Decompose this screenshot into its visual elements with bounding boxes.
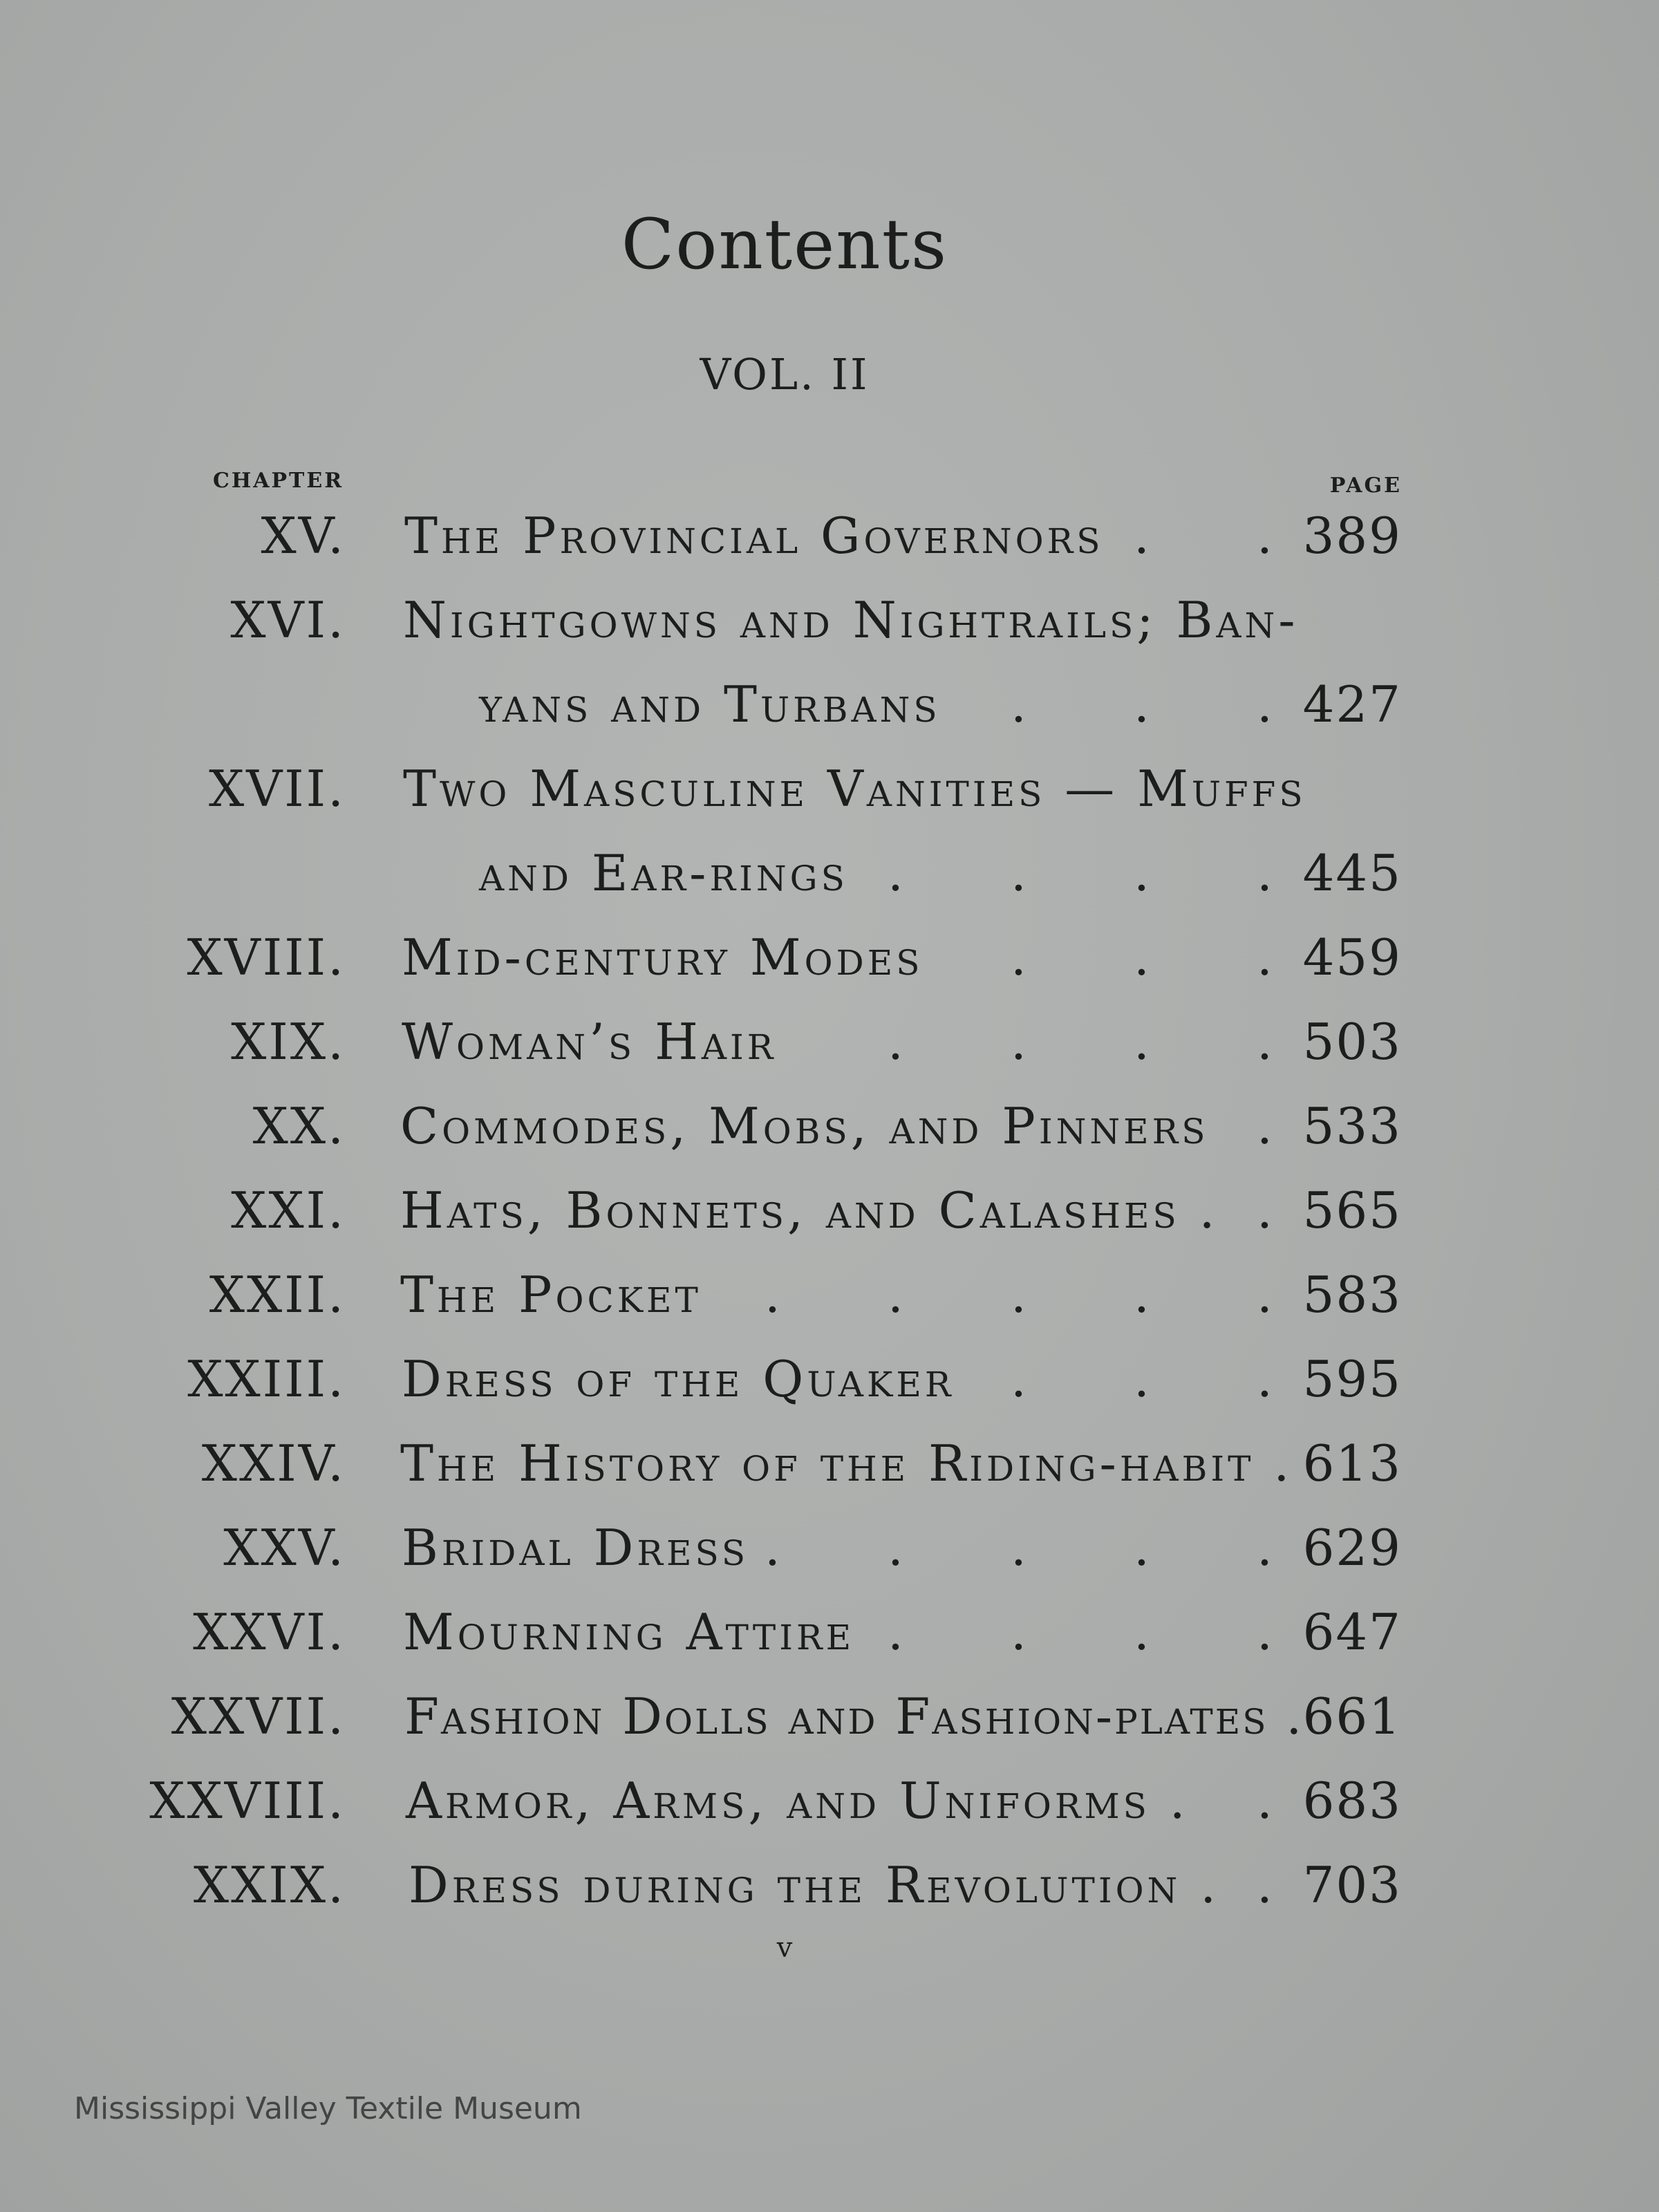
toc-entry-continuation (0, 666, 1659, 742)
page-number: 613 (1302, 1434, 1402, 1492)
leader-dots: . (1257, 1097, 1273, 1155)
leader-dots: . . . (1011, 1350, 1273, 1408)
toc-entry (0, 1088, 1659, 1164)
chapter-number: XIX. (231, 1013, 346, 1071)
chapter-number: XVI. (230, 591, 346, 649)
chapter-title: Dress during the Revolution . (409, 1856, 1220, 1914)
chapter-title: Dress of the Quaker (402, 1350, 955, 1408)
volume-label: VOL. II (700, 349, 870, 400)
page-number: 583 (1302, 1266, 1402, 1324)
chapter-number: XXVIII. (149, 1772, 346, 1830)
leader-dots: . . . (1011, 675, 1273, 733)
chapter-number: XXIV. (201, 1434, 346, 1492)
toc-entry (0, 1341, 1659, 1417)
leader-dots: . . . . . (765, 1266, 1273, 1324)
chapter-title: Two Masculine Vanities — Muffs (403, 760, 1306, 818)
chapter-number: XXII. (209, 1266, 346, 1324)
chapter-number: XVII. (208, 760, 346, 818)
leader-dots: . (1257, 1772, 1273, 1830)
chapter-title: Nightgowns and Nightrails; Ban- (403, 591, 1299, 649)
page-column-header: PAGE (1329, 474, 1402, 498)
chapter-title: The Provincial Governors (404, 507, 1104, 565)
toc-entry (0, 1678, 1659, 1754)
chapter-title: The Pocket (400, 1266, 702, 1324)
chapter-number: XXIX. (193, 1856, 346, 1914)
page-number: 445 (1302, 844, 1402, 902)
leader-dots: . . . (1011, 928, 1273, 986)
toc-entry (0, 1004, 1659, 1080)
chapter-title-continuation: and Ear-rings (479, 844, 848, 902)
toc-entry (0, 919, 1659, 995)
chapter-number: XXVII. (171, 1687, 346, 1745)
page-number: 459 (1302, 928, 1402, 986)
page-number: 703 (1302, 1856, 1402, 1914)
chapter-number: XXI. (231, 1181, 346, 1239)
leader-dots: . . . . . (765, 1519, 1273, 1577)
page-number: 629 (1302, 1519, 1402, 1577)
toc-entry (0, 751, 1659, 827)
chapter-title: Fashion Dolls and Fashion-plates . (404, 1687, 1304, 1745)
page-number: 661 (1302, 1687, 1402, 1745)
museum-watermark: Mississippi Valley Textile Museum (74, 2091, 582, 2126)
chapter-title: The History of the Riding-habit . (400, 1434, 1293, 1492)
toc-entry (0, 1594, 1659, 1670)
toc-entry (0, 1425, 1659, 1501)
chapter-title: Commodes, Mobs, and Pinners (400, 1097, 1209, 1155)
page-number: 389 (1302, 507, 1402, 565)
page-number: 503 (1302, 1013, 1402, 1071)
contents-heading: Contents (621, 204, 948, 285)
leader-dots: . (1257, 1856, 1273, 1914)
page-number: 533 (1302, 1097, 1402, 1155)
chapter-title: Bridal Dress (402, 1519, 749, 1577)
chapter-number: XV. (261, 507, 346, 565)
page-number: 647 (1302, 1603, 1402, 1661)
toc-entry (0, 582, 1659, 658)
chapter-column-header: CHAPTER (213, 469, 344, 493)
toc-entry-continuation (0, 835, 1659, 911)
chapter-number: XXVI. (193, 1603, 346, 1661)
toc-entry (0, 498, 1659, 574)
chapter-number: XVIII. (187, 928, 346, 986)
chapter-title: Woman’s Hair (402, 1013, 777, 1071)
toc-entry (0, 1172, 1659, 1248)
leader-dots: . . (1134, 507, 1273, 565)
page-number: 683 (1302, 1772, 1402, 1830)
page-number: 565 (1302, 1181, 1402, 1239)
page-number: 427 (1302, 675, 1402, 733)
leader-dots: . . . . (888, 1603, 1273, 1661)
page-number: 595 (1302, 1350, 1402, 1408)
chapter-title: Armor, Arms, and Uniforms . (406, 1772, 1189, 1830)
page-folio: v (776, 1932, 793, 1964)
toc-entry (0, 1257, 1659, 1333)
toc-entry (0, 1763, 1659, 1839)
chapter-number: XXIII. (187, 1350, 346, 1408)
chapter-number: XX. (252, 1097, 346, 1155)
chapter-title: Mid-century Modes (402, 928, 924, 986)
leader-dots: . . . . (888, 844, 1273, 902)
chapter-title: Mourning Attire (403, 1603, 855, 1661)
leader-dots: . (1257, 1181, 1273, 1239)
toc-entry (0, 1847, 1659, 1923)
chapter-number: XXV. (223, 1519, 346, 1577)
chapter-title-continuation: yans and Turbans (479, 675, 941, 733)
toc-entry (0, 1510, 1659, 1586)
leader-dots: . . . . (888, 1013, 1273, 1071)
chapter-title: Hats, Bonnets, and Calashes . (400, 1181, 1219, 1239)
